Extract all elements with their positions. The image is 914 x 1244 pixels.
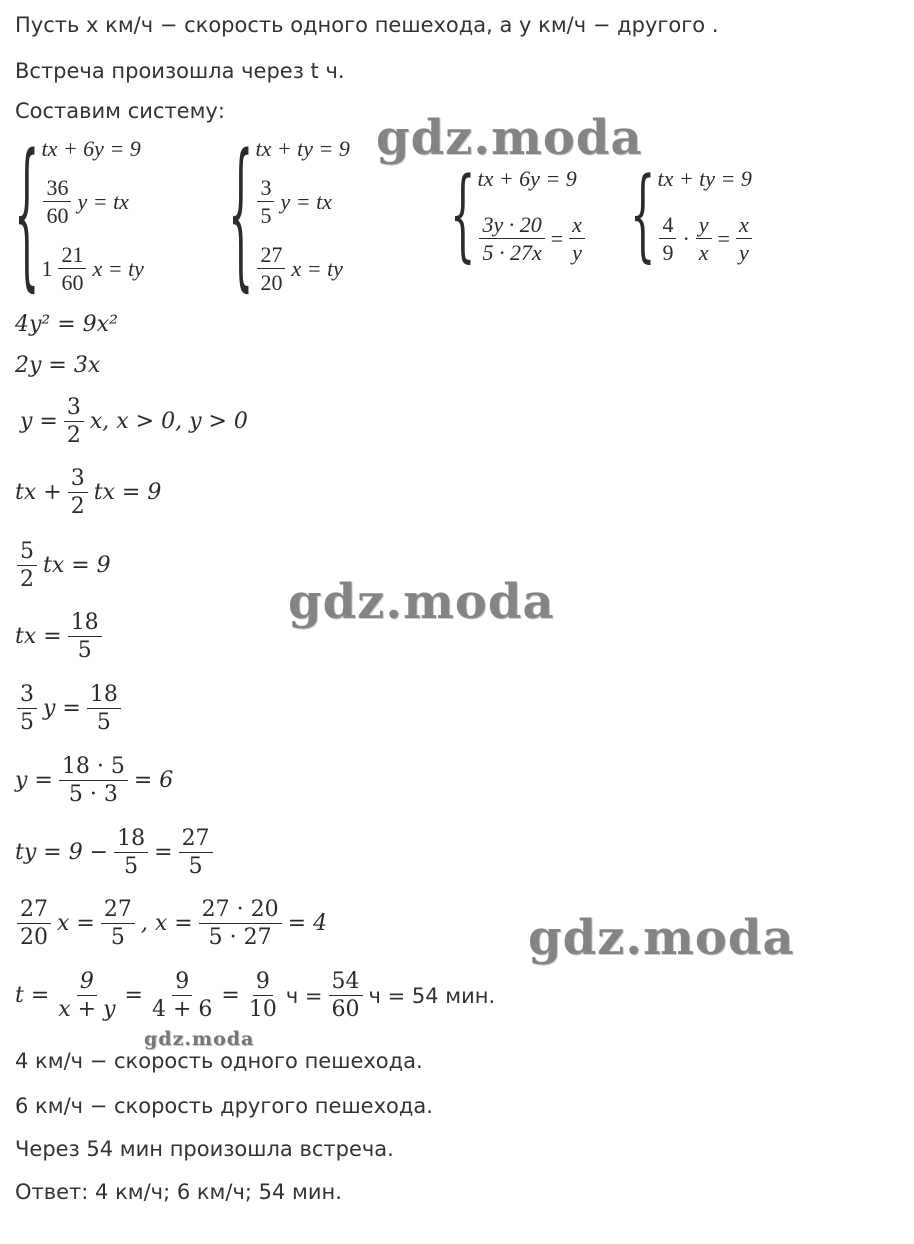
step-11-e1: =	[124, 982, 143, 1008]
step-10-num-2: 27	[101, 896, 135, 924]
step-6-pre: tx =	[15, 623, 62, 649]
step-4-pre: tx +	[15, 479, 62, 505]
system-4-eq-2-bden: x	[698, 240, 709, 265]
step-7-mid: y =	[43, 695, 81, 721]
system-4-eq-2-anum: 4	[659, 211, 676, 239]
system-3-eq-2-lnum: 3y · 20	[479, 211, 544, 239]
system-2-eq-3-den: 20	[260, 270, 283, 295]
conclusion-line-4: Ответ: 4 км/ч; 6 км/ч; 54 мин.	[15, 1180, 342, 1204]
system-3-eq-2-rnum: x	[569, 211, 585, 239]
system-2-eq-2-num: 3	[257, 174, 274, 202]
step-3	[20, 394, 248, 449]
step-10-den: 20	[20, 925, 48, 950]
step-11	[15, 968, 495, 1023]
step-11-num-2: 9	[172, 968, 192, 996]
system-1-eq-3-rest: x = ty	[92, 255, 144, 281]
system-3-eq-2-eq: =	[550, 225, 564, 251]
step-2: 2y = 3x	[15, 353, 101, 378]
system-3-eq-2-lden: 5 · 27x	[482, 240, 542, 265]
step-8-den: 5 · 3	[68, 782, 118, 807]
intro-line-2: Встреча произошла через t ч.	[15, 59, 345, 83]
step-11-u1: ч =	[285, 983, 323, 1008]
step-7-num-2: 18	[87, 681, 121, 709]
system-3-eq-1: tx + 6y = 9	[477, 166, 577, 191]
step-10-num: 27	[17, 896, 51, 924]
conclusion-line-3: Через 54 мин произошла встреча.	[15, 1137, 394, 1161]
watermark-3: gdz.moda	[528, 910, 795, 966]
system-4-eq-2-rnum: x	[736, 211, 752, 239]
step-10-a: x =	[57, 910, 95, 936]
step-11-den-4: 60	[331, 997, 360, 1022]
system-4-eq-2-bnum: y	[696, 211, 712, 239]
system-2	[228, 124, 350, 308]
step-7-num: 3	[17, 681, 37, 709]
step-3-num: 3	[64, 394, 84, 422]
step-8-post: = 6	[133, 767, 174, 793]
system-1-brace: {	[14, 124, 40, 308]
intro-line-3: Составим систему:	[15, 99, 225, 123]
step-9-den: 5	[124, 854, 139, 879]
step-11-num: 9	[77, 968, 97, 996]
watermark-1: gdz.moda	[376, 110, 643, 166]
watermark-4: gdz.moda	[144, 1028, 255, 1050]
system-3	[450, 158, 587, 274]
system-4-eq-1: tx + ty = 9	[657, 166, 752, 191]
system-2-eq-3-rest: x = ty	[291, 255, 343, 281]
step-10-num-3: 27 · 20	[199, 896, 282, 924]
system-2-eq-1: tx + ty = 9	[255, 136, 350, 161]
system-4-eq-2-rden: y	[738, 240, 749, 265]
step-5-den: 2	[20, 567, 34, 592]
step-5-post: tx = 9	[43, 552, 111, 578]
system-4	[630, 158, 754, 274]
step-9-num-2: 27	[179, 825, 213, 853]
step-1: 4y² = 9x²	[15, 312, 118, 337]
system-1-eq-2-rest: y = tx	[77, 188, 129, 214]
step-3-post: x, x > 0, y > 0	[89, 408, 248, 434]
system-1-eq-3-whole: 1	[41, 255, 53, 281]
conclusion-line-1: 4 км/ч − скорость одного пешехода.	[15, 1049, 423, 1073]
system-1	[14, 124, 144, 308]
step-10	[15, 896, 327, 951]
step-10-b: , x =	[140, 910, 193, 936]
step-11-e2: =	[221, 982, 240, 1008]
step-7-den: 5	[20, 710, 34, 735]
system-3-eq-2-rden: y	[572, 240, 582, 265]
step-9-mid: =	[154, 839, 173, 865]
step-7	[15, 681, 123, 736]
watermark-2: gdz.moda	[288, 574, 555, 630]
system-1-eq-2-num: 36	[43, 174, 71, 202]
step-10-den-2: 5	[110, 925, 125, 950]
step-11-num-4: 54	[329, 968, 363, 996]
system-2-brace: {	[228, 124, 254, 308]
step-11-pre: t =	[15, 982, 50, 1008]
step-10-den-3: 5 · 27	[208, 925, 272, 950]
step-5-num: 5	[17, 538, 37, 566]
system-4-brace: {	[630, 158, 656, 274]
step-7-den-2: 5	[96, 710, 111, 735]
step-8-pre: y =	[15, 767, 53, 793]
system-4-eq-2-aden: 9	[662, 240, 674, 265]
system-2-eq-3-num: 27	[257, 241, 285, 269]
system-1-eq-3-num: 21	[58, 241, 86, 269]
step-6	[15, 609, 104, 664]
system-4-eq-2	[657, 211, 753, 266]
step-6-den: 5	[77, 638, 92, 663]
system-4-eq-2-eq: =	[717, 225, 730, 251]
step-9-num: 18	[114, 825, 148, 853]
system-2-eq-2-rest: y = tx	[280, 188, 332, 214]
step-9-pre: ty = 9 −	[15, 839, 109, 865]
step-11-u2: ч = 54 мин.	[368, 983, 496, 1008]
system-1-eq-2-den: 60	[46, 203, 69, 228]
step-9	[15, 825, 215, 880]
step-5	[15, 538, 111, 593]
system-1-eq-1: tx + 6y = 9	[41, 136, 141, 161]
step-11-den-3: 10	[248, 997, 277, 1022]
step-11-den: x + y	[58, 997, 116, 1022]
system-1-eq-3-den: 60	[61, 270, 84, 295]
system-2-eq-3	[255, 241, 349, 296]
system-1-eq-2	[41, 174, 144, 229]
step-9-den-2: 5	[188, 854, 203, 879]
step-3-den: 2	[66, 423, 81, 448]
intro-line-1: Пусть x км/ч − скорость одного пешехода, а y км/ч − другого .	[15, 13, 719, 37]
system-3-brace: {	[450, 158, 476, 274]
step-4-den: 2	[70, 494, 85, 519]
system-2-eq-2	[255, 174, 349, 229]
step-3-pre: y =	[20, 408, 58, 434]
step-4-post: tx = 9	[93, 479, 162, 505]
system-3-eq-2	[477, 211, 586, 266]
conclusion-line-2: 6 км/ч − скорость другого пешехода.	[15, 1094, 433, 1118]
step-8	[15, 753, 173, 808]
system-4-eq-2-dot: ·	[682, 225, 690, 251]
system-1-eq-3	[41, 241, 144, 296]
step-4	[15, 465, 161, 520]
step-10-c: = 4	[287, 910, 328, 936]
step-6-num: 18	[68, 609, 102, 637]
step-11-num-3: 9	[253, 968, 273, 996]
system-2-eq-2-den: 5	[260, 203, 272, 228]
step-8-num: 18 · 5	[59, 753, 128, 781]
step-4-num: 3	[68, 465, 88, 493]
step-11-den-2: 4 + 6	[151, 997, 213, 1022]
